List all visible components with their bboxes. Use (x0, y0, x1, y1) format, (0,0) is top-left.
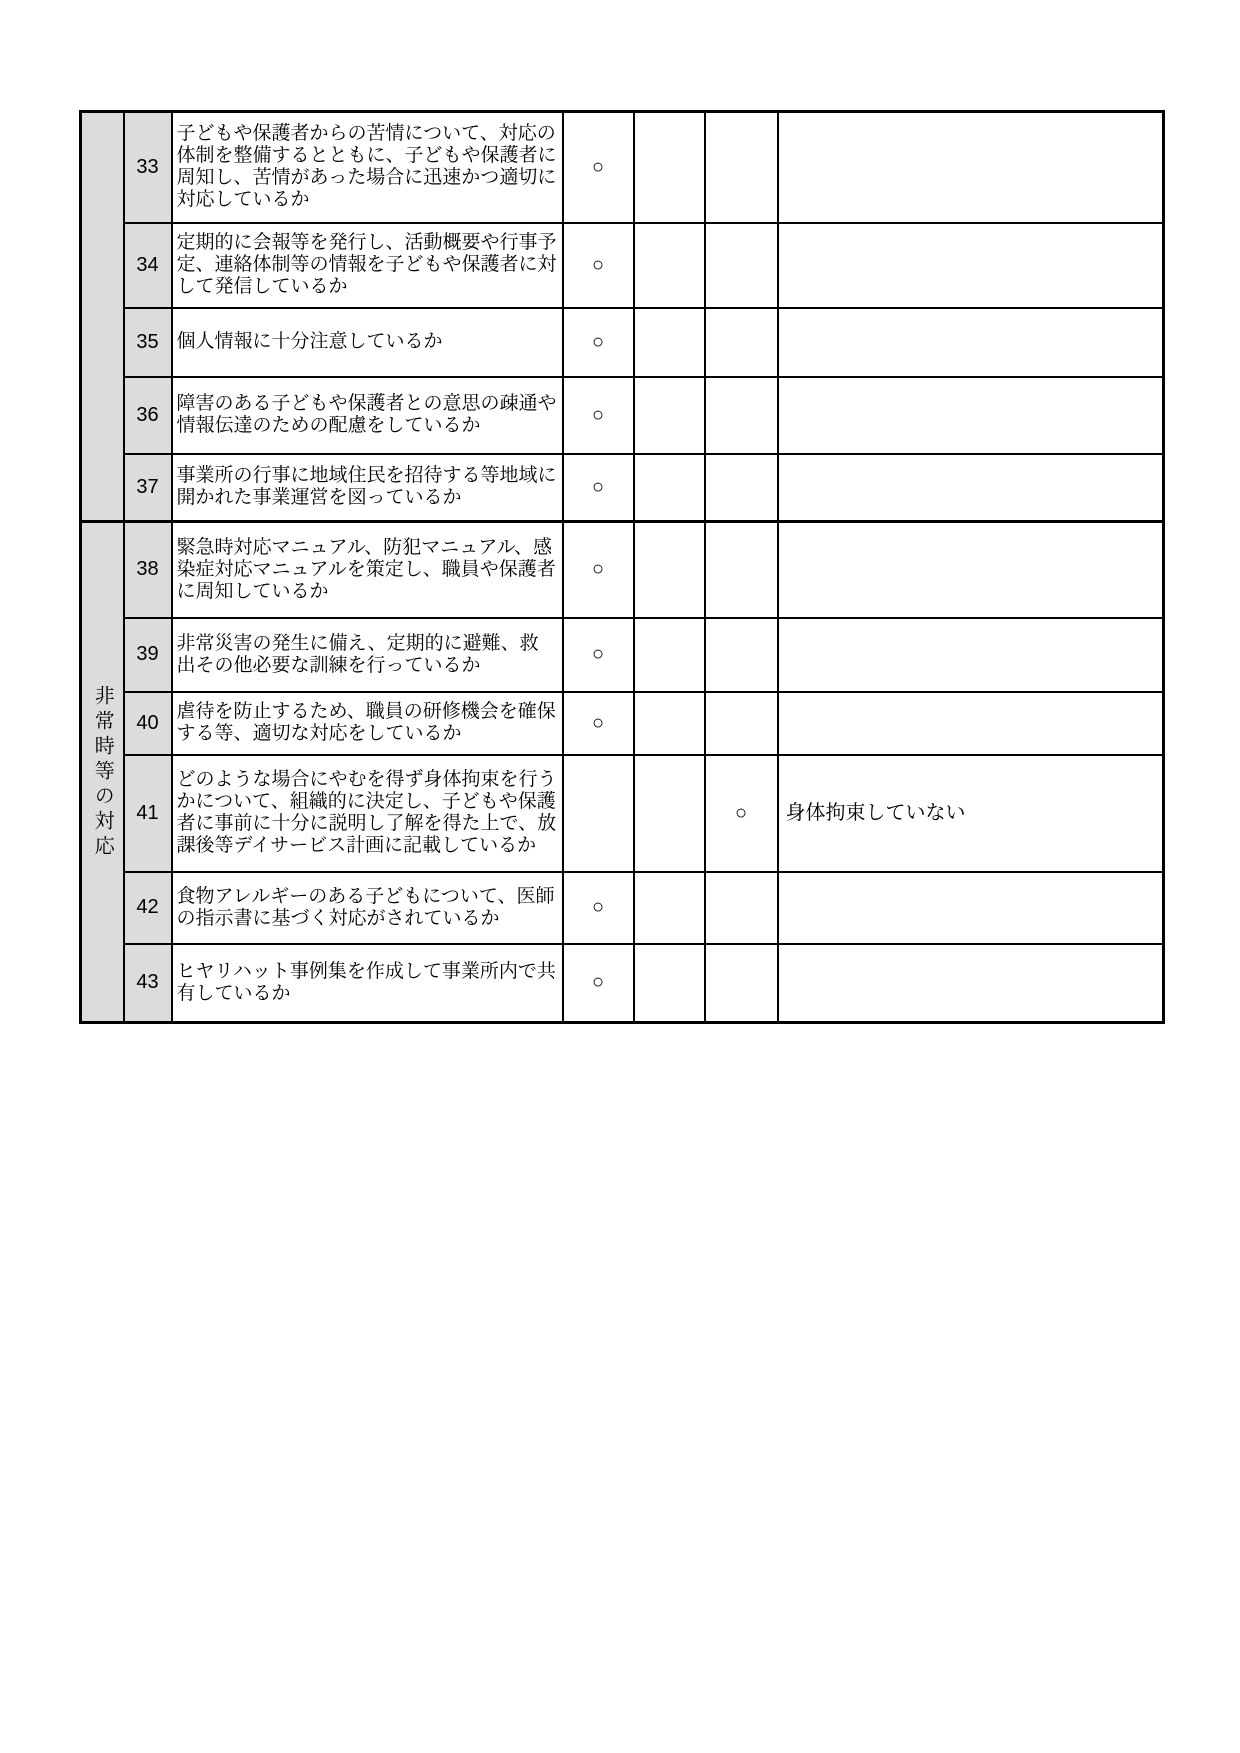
row-number-cell: 39 (124, 618, 172, 692)
comment-cell (778, 692, 1164, 755)
table-row (81, 692, 1164, 755)
check-col3-cell (705, 944, 778, 1023)
comment-cell (778, 454, 1164, 522)
check-col3-cell (705, 618, 778, 692)
check-col1-cell: ○ (563, 112, 634, 223)
question-cell: 事業所の行事に地域住民を招待する等地域に開かれた事業運営を図っているか (172, 454, 563, 522)
check-col3-cell (705, 308, 778, 377)
question-cell: 虐待を防止するため、職員の研修機会を確保する等、適切な対応をしているか (172, 692, 563, 755)
row-number-cell: 33 (124, 112, 172, 223)
check-col3-cell (705, 377, 778, 454)
category-cell-group1 (81, 112, 124, 522)
check-col1-cell (563, 755, 634, 872)
row-number-cell: 37 (124, 454, 172, 522)
check-col3-cell (705, 454, 778, 522)
table-row (81, 872, 1164, 944)
evaluation-checklist-table (79, 110, 1165, 1024)
category-label: 非常時等の対応 (91, 684, 114, 860)
table-row (81, 755, 1164, 872)
row-number-cell: 43 (124, 944, 172, 1023)
question-cell: 障害のある子どもや保護者との意思の疎通や情報伝達のための配慮をしているか (172, 377, 563, 454)
check-col2-cell (634, 454, 705, 522)
table-row (81, 618, 1164, 692)
check-col2-cell (634, 944, 705, 1023)
comment-cell (778, 944, 1164, 1023)
check-col1-cell: ○ (563, 223, 634, 308)
check-col2-cell (634, 377, 705, 454)
check-col2-cell (634, 223, 705, 308)
question-cell: 食物アレルギーのある子どもについて、医師の指示書に基づく対応がされているか (172, 872, 563, 944)
check-col2-cell (634, 522, 705, 618)
table-row (81, 944, 1164, 1023)
check-col3-cell (705, 112, 778, 223)
check-col1-cell: ○ (563, 692, 634, 755)
comment-cell (778, 112, 1164, 223)
check-col1-cell: ○ (563, 872, 634, 944)
question-cell: どのような場合にやむを得ず身体拘束を行うかについて、組織的に決定し、子どもや保護者に事前に十分に説明し了解を得た上で、放課後等デイサービス計画に記載しているか (172, 755, 563, 872)
comment-cell: 身体拘束していない (778, 755, 1164, 872)
check-col3-cell (705, 692, 778, 755)
row-number-cell: 40 (124, 692, 172, 755)
row-number-cell: 36 (124, 377, 172, 454)
row-number-cell: 34 (124, 223, 172, 308)
comment-cell (778, 377, 1164, 454)
comment-cell (778, 872, 1164, 944)
question-cell: 定期的に会報等を発行し、活動概要や行事予定、連絡体制等の情報を子どもや保護者に対して発信しているか (172, 223, 563, 308)
question-cell: 非常災害の発生に備え、定期的に避難、救出その他必要な訓練を行っているか (172, 618, 563, 692)
check-col2-cell (634, 872, 705, 944)
row-number-cell: 41 (124, 755, 172, 872)
check-col1-cell: ○ (563, 522, 634, 618)
check-col1-cell: ○ (563, 618, 634, 692)
table-row (81, 308, 1164, 377)
question-cell: 緊急時対応マニュアル、防犯マニュアル、感染症対応マニュアルを策定し、職員や保護者に周知しているか (172, 522, 563, 618)
row-number-cell: 35 (124, 308, 172, 377)
comment-cell (778, 522, 1164, 618)
category-cell-group2 (81, 522, 124, 1023)
comment-cell (778, 308, 1164, 377)
check-col1-cell: ○ (563, 377, 634, 454)
question-cell: 子どもや保護者からの苦情について、対応の体制を整備するとともに、子どもや保護者に周知し、苦情があった場合に迅速かつ適切に対応しているか (172, 112, 563, 223)
check-col2-cell (634, 112, 705, 223)
comment-cell (778, 223, 1164, 308)
question-cell: ヒヤリハット事例集を作成して事業所内で共有しているか (172, 944, 563, 1023)
check-col2-cell (634, 755, 705, 872)
check-col1-cell: ○ (563, 454, 634, 522)
check-col2-cell (634, 692, 705, 755)
table-row (81, 377, 1164, 454)
table-row (81, 223, 1164, 308)
table-row (81, 112, 1164, 223)
check-col3-cell (705, 872, 778, 944)
check-col1-cell: ○ (563, 308, 634, 377)
table-row (81, 454, 1164, 522)
comment-cell (778, 618, 1164, 692)
row-number-cell: 42 (124, 872, 172, 944)
table-row (81, 522, 1164, 618)
check-col2-cell (634, 618, 705, 692)
check-col1-cell: ○ (563, 944, 634, 1023)
check-col2-cell (634, 308, 705, 377)
check-col3-cell (705, 223, 778, 308)
row-number-cell: 38 (124, 522, 172, 618)
question-cell: 個人情報に十分注意しているか (172, 308, 563, 377)
check-col3-cell: ○ (705, 755, 778, 872)
check-col3-cell (705, 522, 778, 618)
